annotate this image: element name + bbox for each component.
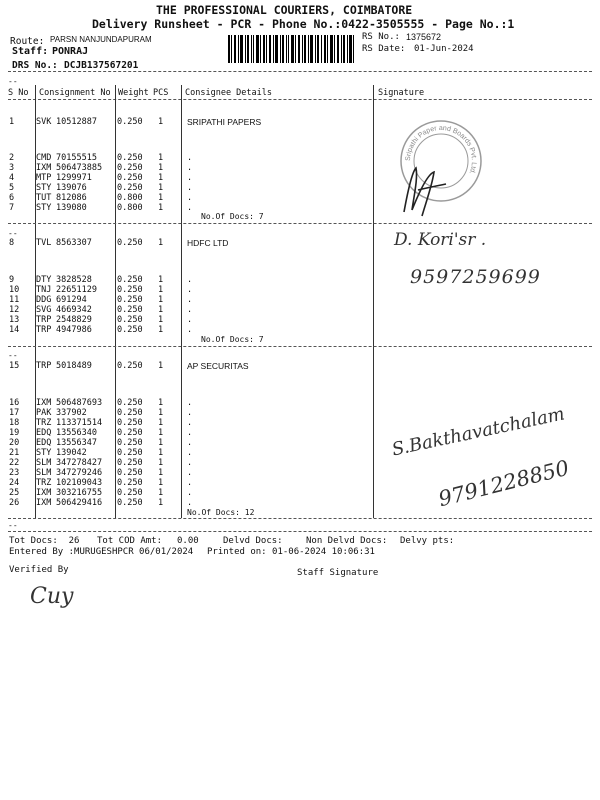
rs-date-value: 01-Jun-2024 — [414, 44, 474, 54]
row-pcs: 1 — [158, 438, 164, 448]
row-dot: . — [187, 438, 193, 448]
row-pcs: 1 — [158, 418, 164, 428]
company-title: THE PROFESSIONAL COURIERS, COIMBATORE — [156, 3, 413, 17]
row-sno: 9 — [9, 275, 15, 285]
row-weight: 0.800 — [117, 203, 143, 213]
row-weight: 0.250 — [117, 275, 143, 285]
dash-mark: -- — [8, 77, 18, 86]
row-sno: 6 — [9, 193, 15, 203]
rs-no-value: 1375672 — [406, 32, 442, 42]
row-prefix: CMD — [36, 153, 52, 163]
row-prefix: TRP — [36, 325, 52, 335]
column-header-row — [0, 88, 600, 98]
col-weight: Weight — [118, 88, 149, 98]
row-dot: . — [187, 428, 193, 438]
row-sno: 11 — [9, 295, 20, 305]
dash-mark: -- — [8, 521, 18, 530]
row-sno: 1 — [9, 117, 15, 127]
handwritten-phone-2: 9791228850 — [436, 455, 572, 512]
row-prefix: EDQ — [36, 438, 52, 448]
row-dot: . — [187, 275, 193, 285]
row-prefix: TRP — [36, 361, 52, 371]
dash-mark: -- — [8, 229, 18, 238]
row-dot: . — [187, 173, 193, 183]
row-consignee: HDFC LTD — [187, 238, 229, 248]
table-row — [0, 398, 600, 408]
row-pcs: 1 — [158, 305, 164, 315]
row-number: 5018489 — [56, 361, 92, 371]
table-row — [0, 448, 600, 458]
row-dot: . — [187, 325, 193, 335]
row-number: 2548829 — [56, 315, 92, 325]
dash-mark: -- — [8, 351, 18, 360]
row-number: 3828528 — [56, 275, 92, 285]
staff-signature-label: Staff Signature — [297, 568, 379, 578]
row-dot: . — [187, 305, 193, 315]
row-sno: 20 — [9, 438, 20, 448]
row-prefix: STY — [36, 183, 52, 193]
table-row — [0, 183, 600, 193]
drs-value: DCJB137567201 — [64, 60, 139, 71]
row-sno: 8 — [9, 238, 15, 248]
row-pcs: 1 — [158, 361, 164, 371]
row-prefix: STY — [36, 203, 52, 213]
total-cod-label: Tot COD Amt: — [97, 536, 163, 546]
row-number: 13556340 — [56, 428, 97, 438]
row-sno: 16 — [9, 398, 20, 408]
row-weight: 0.250 — [117, 295, 143, 305]
row-number: 8563307 — [56, 238, 92, 248]
row-pcs: 1 — [158, 408, 164, 418]
row-weight: 0.250 — [117, 408, 143, 418]
group-doc-count: No.Of Docs: 7 — [201, 335, 264, 344]
row-pcs: 1 — [158, 428, 164, 438]
row-weight: 0.250 — [117, 117, 143, 127]
row-sno: 13 — [9, 315, 20, 325]
row-dot: . — [187, 398, 193, 408]
row-dot: . — [187, 418, 193, 428]
row-pcs: 1 — [158, 173, 164, 183]
row-weight: 0.250 — [117, 285, 143, 295]
row-prefix: TRZ — [36, 478, 52, 488]
group-rule — [8, 223, 592, 224]
row-weight: 0.250 — [117, 498, 143, 508]
row-pcs: 1 — [158, 488, 164, 498]
row-weight: 0.250 — [117, 173, 143, 183]
row-sno: 2 — [9, 153, 15, 163]
drs-label: DRS No.: — [12, 60, 58, 71]
row-sno: 5 — [9, 183, 15, 193]
staff-label: Staff: — [12, 46, 49, 57]
row-pcs: 1 — [158, 478, 164, 488]
row-dot: . — [187, 408, 193, 418]
row-prefix: TRP — [36, 315, 52, 325]
verified-by-label: Verified By — [9, 565, 69, 575]
row-pcs: 1 — [158, 238, 164, 248]
row-number: 4947986 — [56, 325, 92, 335]
row-pcs: 1 — [158, 295, 164, 305]
row-dot: . — [187, 498, 193, 508]
row-dot: . — [187, 478, 193, 488]
row-prefix: TNJ — [36, 285, 52, 295]
row-number: 506429416 — [56, 498, 103, 508]
row-weight: 0.250 — [117, 305, 143, 315]
row-weight: 0.250 — [117, 418, 143, 428]
staff-value: PONRAJ — [52, 46, 89, 57]
row-dot: . — [187, 488, 193, 498]
row-pcs: 1 — [158, 275, 164, 285]
row-pcs: 1 — [158, 285, 164, 295]
table-row — [0, 117, 600, 127]
row-dot: . — [187, 468, 193, 478]
row-dot: . — [187, 183, 193, 193]
row-weight: 0.250 — [117, 398, 143, 408]
footer-top-rule — [8, 531, 592, 532]
table-row — [0, 325, 600, 335]
table-row — [0, 173, 600, 183]
row-pcs: 1 — [158, 193, 164, 203]
row-weight: 0.250 — [117, 163, 143, 173]
row-pcs: 1 — [158, 498, 164, 508]
row-sno: 25 — [9, 488, 20, 498]
rs-date-label: RS Date: — [362, 44, 406, 54]
handwritten-name-1: D. Kori'sr . — [394, 230, 487, 250]
row-prefix: EDQ — [36, 428, 52, 438]
table-row — [0, 163, 600, 173]
table-row — [0, 153, 600, 163]
row-number: 1299971 — [56, 173, 92, 183]
row-pcs: 1 — [158, 458, 164, 468]
row-prefix: TRZ — [36, 418, 52, 428]
table-row — [0, 295, 600, 305]
row-pcs: 1 — [158, 398, 164, 408]
row-pcs: 1 — [158, 183, 164, 193]
row-weight: 0.250 — [117, 478, 143, 488]
row-weight: 0.250 — [117, 438, 143, 448]
row-dot: . — [187, 315, 193, 325]
row-number: 303216755 — [56, 488, 103, 498]
col-consignee: Consignee Details — [185, 88, 272, 98]
runsheet-title: Delivery Runsheet - PCR - Phone No.:0422-3505555 - Page No.:1 — [92, 17, 515, 31]
row-sno: 18 — [9, 418, 20, 428]
row-weight: 0.250 — [117, 488, 143, 498]
row-number: 4669342 — [56, 305, 92, 315]
non-delivered-docs: Non Delvd Docs: — [306, 536, 388, 546]
row-sno: 7 — [9, 203, 15, 213]
printed-on: Printed on: 01-06-2024 10:06:31 — [207, 547, 375, 557]
row-weight: 0.250 — [117, 458, 143, 468]
row-sno: 14 — [9, 325, 20, 335]
row-number: 347279246 — [56, 468, 103, 478]
row-number: 70155515 — [56, 153, 97, 163]
row-weight: 0.250 — [117, 468, 143, 478]
row-consignee: AP SECURITAS — [187, 361, 249, 371]
row-weight: 0.250 — [117, 428, 143, 438]
row-prefix: TVL — [36, 238, 52, 248]
handwritten-name-2: S.Bakthavatchalam — [390, 403, 567, 461]
row-sno: 24 — [9, 478, 20, 488]
table-row — [0, 361, 600, 371]
row-dot: . — [187, 193, 193, 203]
row-prefix: IXM — [36, 498, 52, 508]
row-prefix: DDG — [36, 295, 52, 305]
row-prefix: PAK — [36, 408, 52, 418]
row-pcs: 1 — [158, 153, 164, 163]
row-number: 113371514 — [56, 418, 103, 428]
row-prefix: SVG — [36, 305, 52, 315]
row-number: 102109043 — [56, 478, 103, 488]
group-rule — [8, 346, 592, 347]
row-pcs: 1 — [158, 203, 164, 213]
signature-scribble-1 — [398, 160, 450, 220]
row-number: 506487693 — [56, 398, 103, 408]
handwritten-initials: Cuy — [30, 584, 74, 609]
barcode — [228, 35, 354, 63]
col-pcs: PCS — [153, 88, 169, 98]
row-prefix: SVK — [36, 117, 52, 127]
table-row — [0, 438, 600, 448]
total-cod-value: 0.00 — [177, 536, 199, 546]
row-sno: 19 — [9, 428, 20, 438]
group-doc-count: No.Of Docs: 7 — [201, 212, 264, 221]
row-sno: 4 — [9, 173, 15, 183]
row-weight: 0.250 — [117, 153, 143, 163]
row-number: 22651129 — [56, 285, 97, 295]
handwritten-phone-1: 9597259699 — [410, 266, 541, 288]
row-weight: 0.250 — [117, 315, 143, 325]
table-row — [0, 203, 600, 213]
delivered-docs: Delvd Docs: — [223, 536, 283, 546]
row-sno: 21 — [9, 448, 20, 458]
row-prefix: IXM — [36, 398, 52, 408]
row-dot: . — [187, 163, 193, 173]
row-number: 139076 — [56, 183, 87, 193]
group-doc-count: No.Of Docs: 12 — [187, 508, 255, 517]
group-rule — [8, 518, 592, 519]
header-top-rule — [8, 71, 592, 72]
row-prefix: STY — [36, 448, 52, 458]
row-prefix: SLM — [36, 458, 52, 468]
row-weight: 0.250 — [117, 325, 143, 335]
row-sno: 10 — [9, 285, 20, 295]
row-number: 10512887 — [56, 117, 97, 127]
table-row — [0, 238, 600, 248]
row-dot: . — [187, 448, 193, 458]
total-docs: Tot Docs: 26 — [9, 536, 80, 546]
row-sno: 15 — [9, 361, 20, 371]
row-prefix: TUT — [36, 193, 52, 203]
col-consignment: Consignment No — [39, 88, 111, 98]
table-row — [0, 305, 600, 315]
table-row — [0, 193, 600, 203]
row-consignee: SRIPATHI PAPERS — [187, 117, 262, 127]
row-dot: . — [187, 285, 193, 295]
row-number: 337902 — [56, 408, 87, 418]
row-sno: 3 — [9, 163, 15, 173]
row-pcs: 1 — [158, 468, 164, 478]
row-number: 506473885 — [56, 163, 103, 173]
row-number: 691294 — [56, 295, 87, 305]
row-pcs: 1 — [158, 448, 164, 458]
header-bottom-rule — [8, 99, 592, 100]
row-number: 139080 — [56, 203, 87, 213]
row-number: 139042 — [56, 448, 87, 458]
row-number: 347278427 — [56, 458, 103, 468]
row-sno: 26 — [9, 498, 20, 508]
svg-text:Sripathi Paper and Boards Pvt.: Sripathi Paper and Boards Pvt. Ltd. — [404, 124, 478, 176]
route-label: Route: — [10, 36, 45, 47]
rs-no-label: RS No.: — [362, 32, 400, 42]
entered-by: Entered By :MURUGESHPCR 06/01/2024 — [9, 547, 194, 557]
row-weight: 0.250 — [117, 183, 143, 193]
row-number: 13556347 — [56, 438, 97, 448]
row-weight: 0.250 — [117, 448, 143, 458]
table-row — [0, 458, 600, 468]
table-row — [0, 498, 600, 508]
row-pcs: 1 — [158, 117, 164, 127]
row-dot: . — [187, 203, 193, 213]
row-weight: 0.250 — [117, 361, 143, 371]
row-dot: . — [187, 458, 193, 468]
row-sno: 22 — [9, 458, 20, 468]
row-sno: 17 — [9, 408, 20, 418]
row-weight: 0.250 — [117, 238, 143, 248]
col-signature: Signature — [378, 88, 425, 98]
row-prefix: DTY — [36, 275, 52, 285]
col-sno: S No — [8, 88, 29, 98]
delivery-points: Delvy pts: — [400, 536, 455, 546]
row-weight: 0.800 — [117, 193, 143, 203]
row-sno: 12 — [9, 305, 20, 315]
row-prefix: IXM — [36, 488, 52, 498]
row-pcs: 1 — [158, 163, 164, 173]
row-pcs: 1 — [158, 325, 164, 335]
row-pcs: 1 — [158, 315, 164, 325]
row-sno: 23 — [9, 468, 20, 478]
row-number: 812086 — [56, 193, 87, 203]
route-value: PARSN NANJUNDAPURAM — [50, 35, 152, 44]
row-prefix: IXM — [36, 163, 52, 173]
row-dot: . — [187, 153, 193, 163]
row-prefix: SLM — [36, 468, 52, 478]
row-dot: . — [187, 295, 193, 305]
row-prefix: MTP — [36, 173, 52, 183]
table-row — [0, 315, 600, 325]
